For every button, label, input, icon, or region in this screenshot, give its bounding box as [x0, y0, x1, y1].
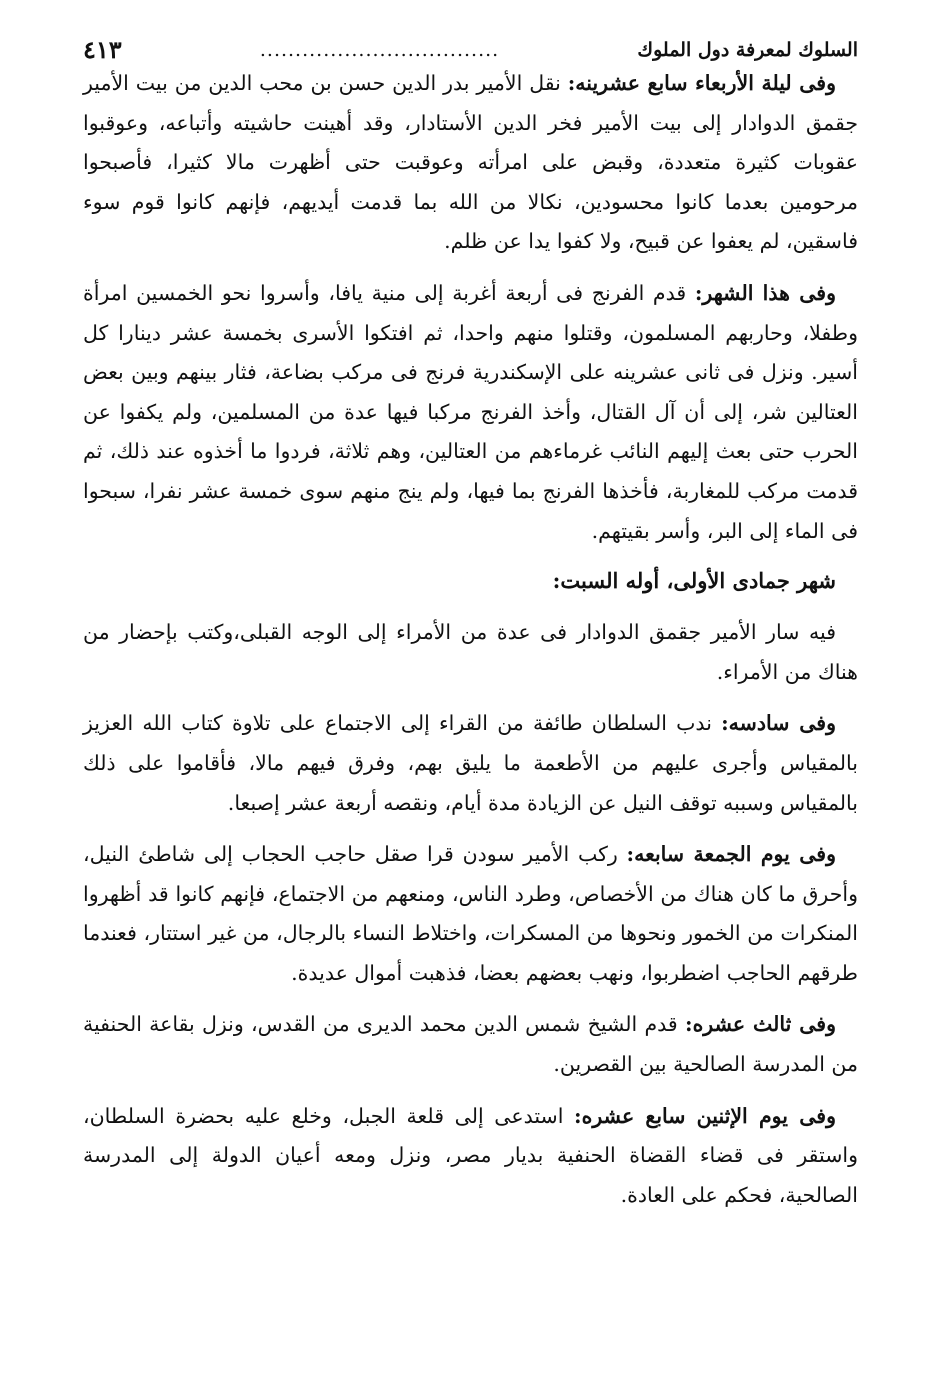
paragraph-text: ركب الأمير سودن قرا صقل حاجب الحجاب إلى شاطئ النيل، وأحرق ما كان هناك من الأخصاص، وطرد الناس، ومنعهم من الاجتماع، فإنهم كانوا قد أظهروا المنكرات من الخمور ونحوها من المسكرات، واختلاط النساء بالرجال، من غير استتار، فعندما طرقهم الحاجب اضطربوا، ونهب بعضهم بعضا، فذهبت أموال عديدة. [83, 842, 858, 985]
header-leader-dots: .................................. [259, 39, 500, 61]
paragraph-text: قدم الفرنج فى أربعة أغربة إلى منية يافا، وأسروا نحو الخمسين امرأة وطفلا، وحاربهم المسلمون، وقتلوا منهم واحدا، ثم افتكوا الأسرى بخمسة عشر دينارا كل أسير. ونزل فى ثانى عشرينه على الإسكندرية فرنج فى مركب بضاعة، فثار بينهم وبين بعض العتالين شر، إلى أن آل القتال، وأخذ الفرنج مركبا فيها عدة من المسلمين، ولم يكفوا عن الحرب حتى بعث إليهم النائب غرماءهم من العتالين، وهم ثلاثة، فردوا ما أخذوه عند ذلك، ثم قدمت مركب للمغاربة، فأخذها الفرنج بما فيها، ولم ينج منهم سوى خمسة عشر نفرا، سبحوا فى الماء إلى البر، وأسر بقيتهم. [83, 280, 858, 543]
paragraph [83, 1005, 858, 1084]
paragraph [83, 613, 858, 692]
book-page [83, 30, 858, 1215]
paragraph-lead: وفى ليلة الأربعاء سابع عشرينه: [567, 71, 836, 95]
paragraph-lead: وفى هذا الشهر: [694, 280, 836, 305]
paragraph [83, 274, 858, 551]
paragraph-text: استدعى إلى قلعة الجبل، وخلع عليه بحضرة السلطان، واستقر فى قضاء القضاة الحنفية بديار مصر، ونزل ومعه أعيان الدولة إلى المدرسة الصالحية، فحكم على العادة. [83, 1103, 858, 1207]
book-title: السلوك لمعرفة دول الملوك [637, 39, 858, 61]
paragraph [83, 64, 858, 262]
page-number: ٤١٣ [83, 35, 122, 64]
section-heading: شهر جمادى الأولى، أوله السبت: [552, 568, 836, 594]
paragraph-text: فيه سار الأمير جقمق الدوادار فى عدة من الأمراء إلى الوجه القبلى،وكتب بإحضار من هناك من الأمراء. [83, 620, 858, 684]
running-header [83, 30, 858, 64]
paragraph-lead: وفى يوم الإثنين سابع عشره: [574, 1103, 836, 1128]
paragraph-text: نقل الأمير بدر الدين حسن بن محب الدين من بيت الأمير جقمق الدوادار إلى بيت الأمير فخر الدين الأستادار، وقد أهينت حاشيته وأتباعه، وعوقبوا عقوبات كثيرة متعددة، وقبض على امرأته وعوقبت حتى أظهرت مالا كثيرا، فأصبحوا مرحومين بعدما كانوا محسودين، نكالا من الله بما قدمت أيديهم، فإنهم كانوا قوم سوء فاسقين، لم يعفوا عن قبيح، ولا كفوا يدا عن ظلم. [83, 71, 858, 254]
paragraph-text: ندب السلطان طائفة من القراء إلى الاجتماع على تلاوة كتاب الله العزيز بالمقياس وأجرى عليهم من الأطعمة ما يليق بهم، وفرق فيهم مالا، فأقاموا على ذلك بالمقياس وسببه توقف النيل عن الزيادة مدة أيام، ونقصه أربعة عشر إصبعا. [83, 711, 858, 815]
paragraph-text: قدم الشيخ شمس الدين محمد الديرى من القدس، ونزل بقاعة الحنفية من المدرسة الصالحية بين القصرين. [83, 1012, 858, 1077]
paragraph-lead: وفى ثالث عشره: [685, 1012, 836, 1037]
paragraph [83, 1097, 858, 1216]
paragraph [83, 835, 858, 993]
paragraph-lead: وفى سادسه: [721, 711, 837, 736]
paragraph [83, 704, 858, 823]
paragraph-lead: وفى يوم الجمعة سابعه: [626, 842, 836, 867]
